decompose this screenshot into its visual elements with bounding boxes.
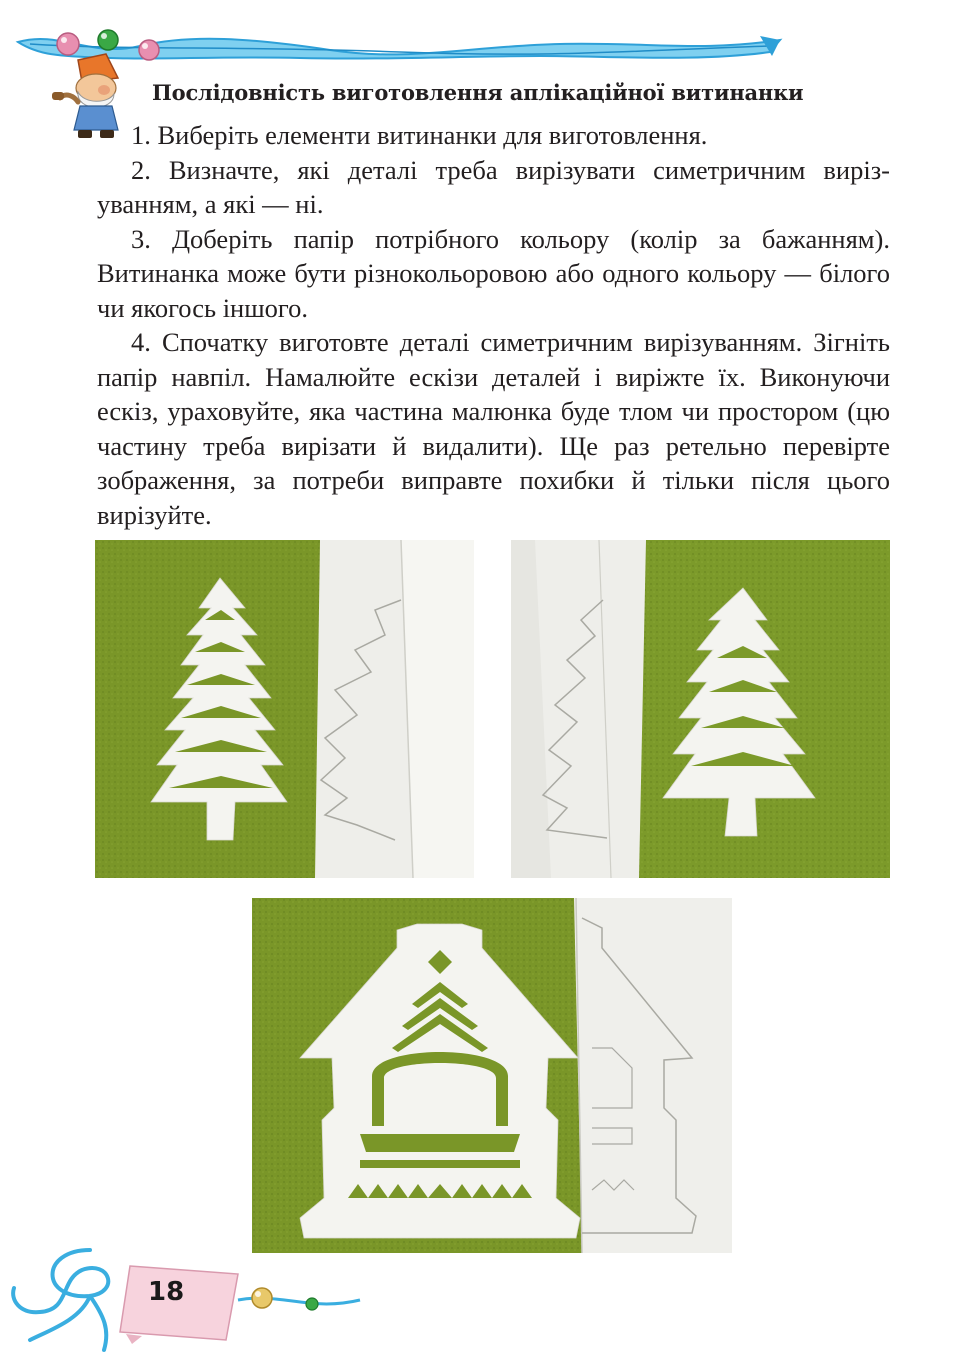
top-ribbon-decoration [0,0,963,80]
bow-ribbon-icon [13,1250,108,1350]
section-heading: Послідовність виготовлення аплікаційної витинанки [152,80,804,105]
gold-bead-icon [252,1288,272,1308]
pink-bead-icon [139,40,159,60]
photo-house-cutout-with-sketch [252,898,732,1253]
step-3: 3. Доберіть папір потрібного кольору (колір за бажанням). Витинанка може бути різнокольоровою або одного кольору — білого чи якогось іншого. [97,223,890,323]
instruction-steps [97,118,890,532]
step-4: 4. Спочатку виготовте деталі симетричним вирізуванням. Зігніть папір навпіл. Намалюйте ескізи деталей і виріжте їх. Виконуючи ескіз, ураховуйте, яка частина малюнка буде тлом чи простором (цю частину треба вирізати й видалити). Ще раз ретельно перевірте зображення, за потреби виправте похибки й тільки після цього вирізуйте. [97,327,890,530]
page-number: 18 [148,1277,185,1307]
photo-tree-sketch-and-cutout [511,540,890,878]
green-bead-icon [98,30,118,50]
step-1: 1. Виберіть елементи витинанки для виготовлення. [131,120,708,150]
step-2: 2. Визначте, які деталі треба вирізувати симетричним вирізуванням, а які — ні. [97,154,890,219]
photo-tree-cutout-with-sketch [95,540,474,878]
green-bead-icon [306,1298,318,1310]
bottom-ribbon-decoration [0,1240,420,1360]
